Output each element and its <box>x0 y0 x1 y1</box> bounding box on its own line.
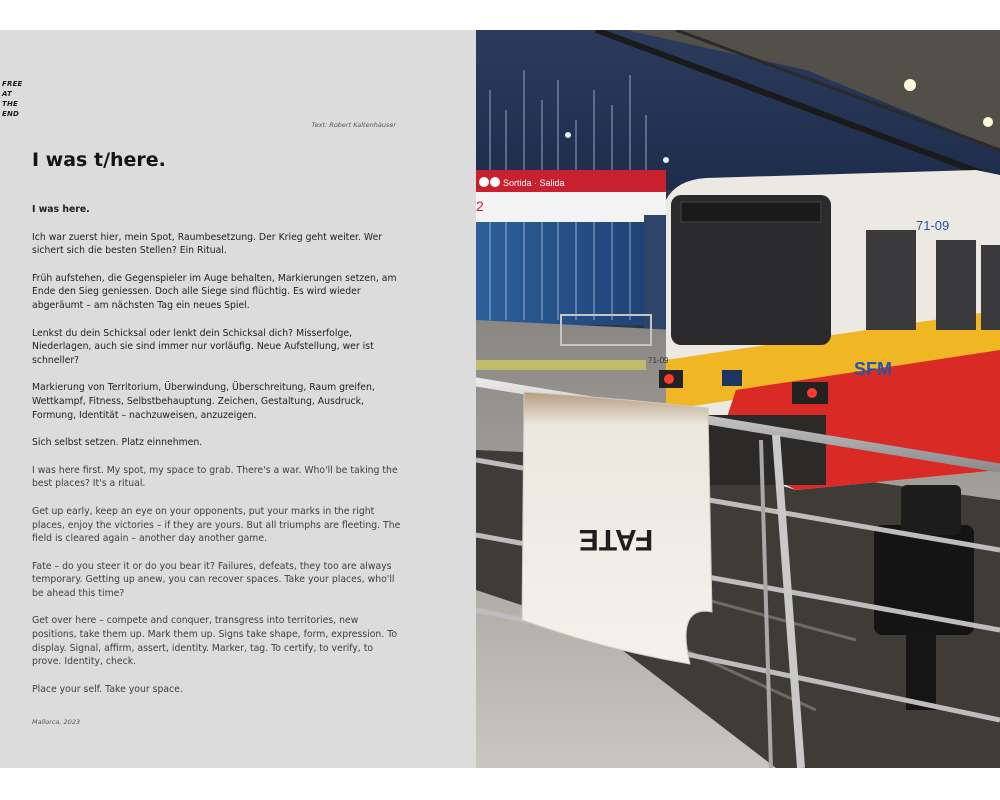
german-paragraph: Lenkst du dein Schicksal oder lenkt dein Schicksal dich? Misserfolge, Niederlagen, auch sie sind immer nur vorläufig. Neue Aufstellung, wer ist schneller? <box>32 327 374 366</box>
ceiling-light <box>663 157 669 163</box>
train-emblem-icon <box>722 370 742 386</box>
publisher-logo-line: END <box>2 110 20 118</box>
train-window <box>981 245 1000 330</box>
lead-paragraph: I was here. <box>32 204 90 215</box>
english-paragraph: Fate – do you steer it or do you bear it? Failures, defeats, they too are always temporary. Getting up anew, you can recover spaces. Take your places, who'll be ahead this time? <box>32 560 395 599</box>
train-window <box>936 240 976 330</box>
headlight-red <box>807 388 817 398</box>
camera-stand <box>906 630 936 710</box>
sign-pictogram-icon <box>479 177 489 187</box>
german-paragraph: Sich selbst setzen. Platz einnehmen. <box>32 437 203 449</box>
train-number-front: 71-09 <box>648 356 669 365</box>
sign-pictogram-icon <box>490 177 500 187</box>
ceiling-light <box>983 117 993 127</box>
train-number: 71-09 <box>916 218 950 233</box>
towel-text: FATE <box>578 523 654 556</box>
english-paragraph: Get over here – compete and conquer, transgress into territories, new positions, take them up. Mark them up. Signs take shape, form, expression. To display. Signal, affirm, assert, identity. Marker, tag. To certify, to verify, to prove. Identity, check. <box>32 615 398 668</box>
publisher-logo-line: AT <box>2 90 12 98</box>
publisher-logo-line: THE <box>2 100 19 108</box>
text-page <box>0 30 476 768</box>
photo-page <box>476 30 1000 768</box>
publisher-logo-line: FREE <box>2 80 23 88</box>
ceiling-light <box>904 79 916 91</box>
headlight-red <box>664 374 674 384</box>
english-paragraph: I was here first. My spot, my space to grab. There's a war. Who'll be taking the best places? It's a ritual. <box>32 464 398 490</box>
german-paragraph: Markierung von Territorium, Überwindung, Überschreitung, Raum greifen, Wettkampf, Fitness, Selbstbehauptung. Zeichen, Gestaltung, Ausdruck, Formung, Identität – nachzuweisen, anzuzeigen. <box>32 382 375 421</box>
german-paragraph: Früh aufstehen, die Gegenspieler im Auge behalten, Markierungen setzen, am Ende den Sieg geniessen. Doch alle Siege sind flüchtig. Es wird wieder abgeräumt – am nächsten Tag ein neues Spiel. <box>32 272 397 311</box>
english-paragraph: Place your self. Take your space. <box>32 683 183 695</box>
ceiling-light <box>565 132 571 138</box>
article-title: I was t/here. <box>32 149 166 171</box>
author-credit: Text: Robert Kaltenhäuser <box>311 121 396 129</box>
exit-sign-number: 2 <box>476 198 484 214</box>
train-window <box>866 230 916 330</box>
exit-sign-text: Sortida · Salida <box>503 178 565 188</box>
train-station-photo <box>476 30 1000 768</box>
platform-edge <box>476 360 646 370</box>
train-logo: SFM <box>854 359 892 379</box>
magazine-spread <box>0 30 1000 768</box>
english-paragraph: Get up early, keep an eye on your opponents, put your marks in the right places, enjoy the victories – if they are yours. But all triumphs are fleeting. The field is cleared again – another day another game. <box>32 505 401 545</box>
dateline: Mallorca, 2023 <box>32 718 81 726</box>
publisher-logo <box>2 79 23 119</box>
article-body <box>32 203 402 710</box>
german-paragraph: Ich war zuerst hier, mein Spot, Raumbesetzung. Der Krieg geht weiter. Wer sichert sich die besten Stellen? Ein Ritual. <box>32 231 383 257</box>
destination-display <box>681 202 821 222</box>
camera-head <box>901 485 961 535</box>
